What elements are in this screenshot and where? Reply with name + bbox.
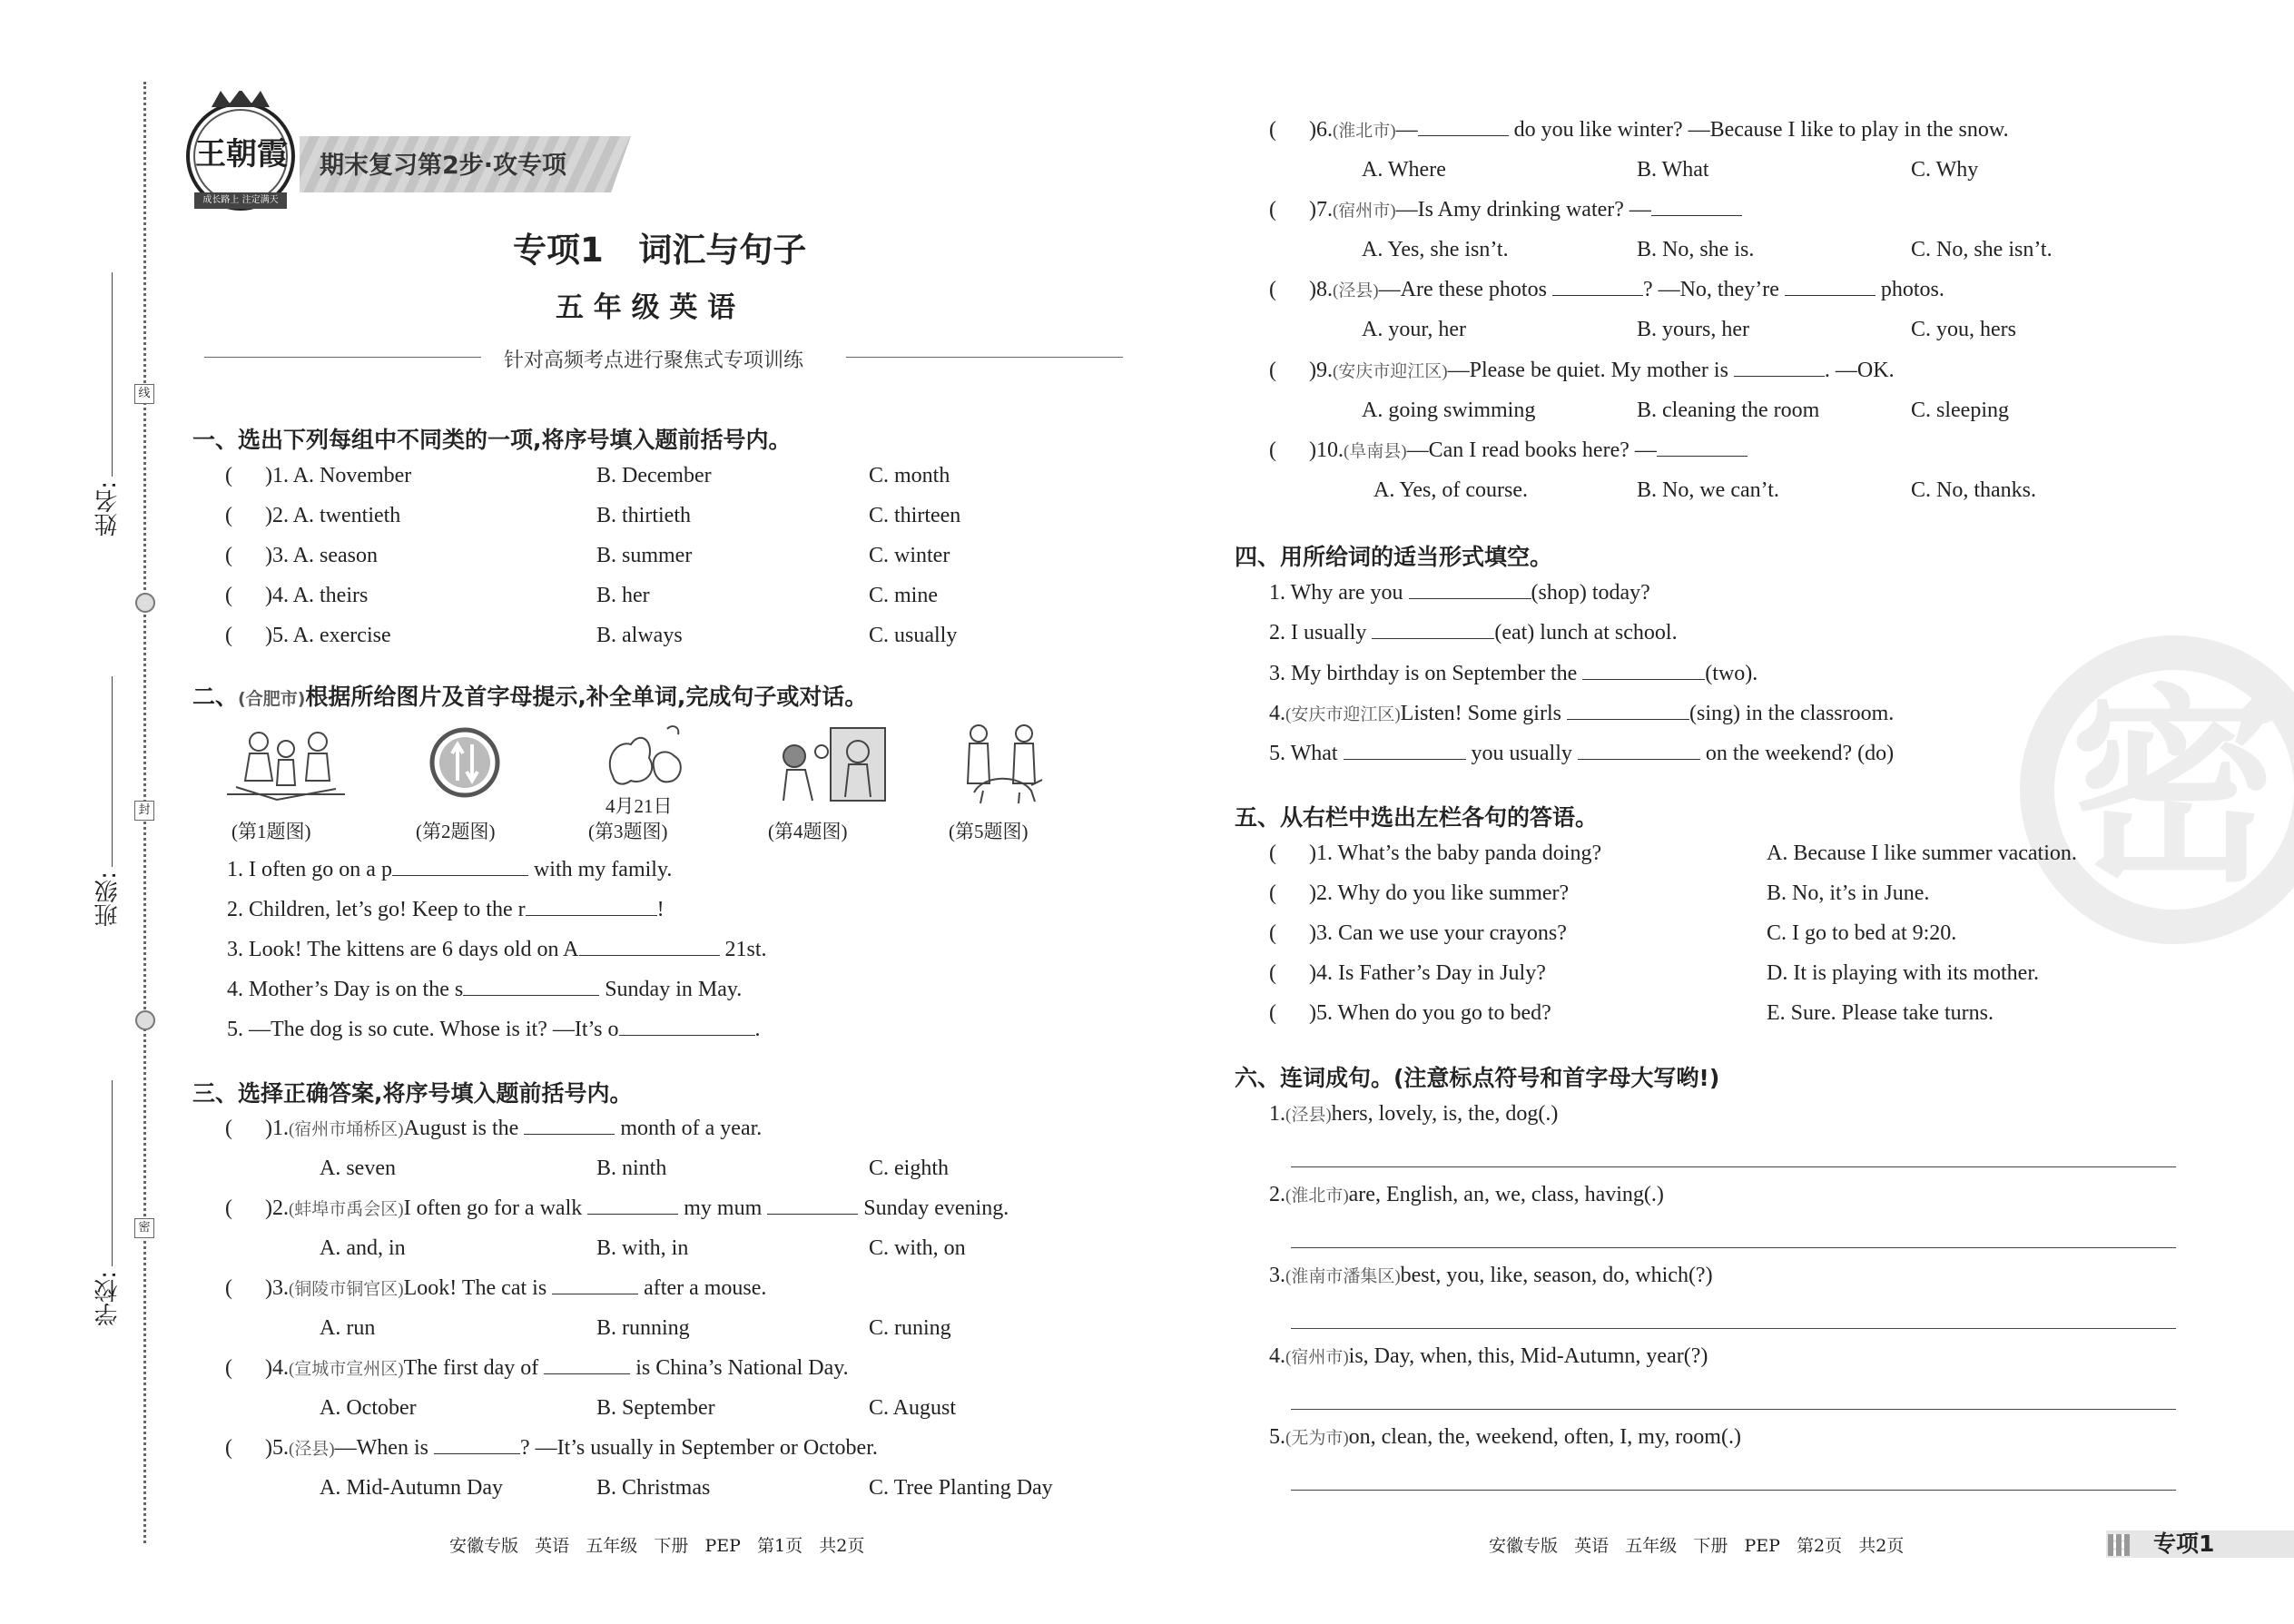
- s1-item-1-option-b: B. December: [596, 464, 712, 487]
- class-label: 班级:: [94, 871, 122, 927]
- keep-right-sign-icon: [428, 726, 501, 799]
- answer-blank[interactable]: [524, 1116, 615, 1135]
- grid-icon: [2108, 1534, 2130, 1556]
- s3-q3-option-a[interactable]: A. run: [320, 1316, 376, 1340]
- s3-question-1: ( )1.(宿州市埇桥区)August is the month of a year.: [225, 1117, 763, 1140]
- answer-blank[interactable]: [392, 857, 528, 876]
- s6-answer-line-1[interactable]: [1291, 1166, 2176, 1167]
- s3-q2-option-c[interactable]: C. with, on: [869, 1236, 966, 1260]
- brand-logo: [180, 91, 302, 213]
- s3-q1-option-b[interactable]: B. ninth: [596, 1156, 667, 1180]
- answer-blank[interactable]: [544, 1355, 630, 1374]
- answer-blank[interactable]: [434, 1435, 520, 1454]
- answer-blank[interactable]: [619, 1017, 755, 1036]
- s4-question-2: 2. I usually (eat) lunch at school.: [1269, 621, 1678, 645]
- s3-q8-option-c[interactable]: C. you, hers: [1911, 318, 2016, 341]
- s2-question-4: 4. Mother’s Day is on the s Sunday in May.: [227, 978, 743, 1001]
- s3-question-10: ( )10.(阜南县)—Can I read books here? —: [1269, 437, 1748, 466]
- s6-answer-line-3[interactable]: [1291, 1328, 2176, 1329]
- answer-blank[interactable]: [1372, 620, 1494, 639]
- section3-heading: 三、选择正确答案,将序号填入题前括号内。: [192, 1080, 633, 1107]
- s4-question-1: 1. Why are you (shop) today?: [1269, 581, 1650, 605]
- section4-heading: 四、用所给词的适当形式填空。: [1235, 544, 1553, 570]
- answer-blank[interactable]: [526, 897, 657, 916]
- section5-heading: 五、从右栏中选出左栏各句的答语。: [1235, 804, 1599, 831]
- class-field[interactable]: [112, 676, 113, 867]
- logo-ribbon: 成长路上 注定满天: [202, 195, 279, 205]
- answer-blank[interactable]: [1344, 741, 1466, 760]
- section2-heading-number: 二、: [192, 684, 239, 710]
- s3-q2-option-a[interactable]: A. and, in: [320, 1236, 406, 1260]
- page-title: 专项1 词汇与句子: [513, 231, 807, 270]
- answer-blank[interactable]: [1734, 358, 1825, 377]
- footer-tab-label: 专项1: [2153, 1530, 2215, 1557]
- s3-q10-option-c[interactable]: C. No, thanks.: [1911, 478, 2036, 502]
- answer-blank[interactable]: [767, 1196, 858, 1215]
- s3-q5-option-a[interactable]: A. Mid-Autumn Day: [320, 1476, 503, 1500]
- mothers-day-illustration: [767, 724, 894, 804]
- s3-q8-option-a[interactable]: A. your, her: [1362, 318, 1467, 341]
- s3-q7-option-c[interactable]: C. No, she isn’t.: [1911, 238, 2053, 261]
- school-label: 学校:: [94, 1271, 122, 1326]
- s3-question-2: ( )2.(蚌埠市禹会区)I often go for a walk my mum Sunday evening.: [225, 1196, 1009, 1220]
- s1-item-4-option-b: B. her: [596, 584, 650, 607]
- answer-blank[interactable]: [463, 977, 599, 996]
- s3-q3-option-b[interactable]: B. running: [596, 1316, 690, 1340]
- s1-item-2-option-b: B. thirtieth: [596, 504, 691, 527]
- figure3-caption: (第3题图): [588, 821, 668, 842]
- figure1-caption: (第1题图): [231, 821, 311, 842]
- s3-q7-option-a[interactable]: A. Yes, she isn’t.: [1362, 238, 1509, 261]
- s3-q9-option-c[interactable]: C. sleeping: [1911, 399, 2009, 422]
- s5-question-1[interactable]: ( )1. What’s the baby panda doing?: [1269, 842, 1602, 865]
- fold-mark-secret: 密: [134, 1218, 154, 1238]
- binding-hole-icon: [135, 593, 155, 613]
- s3-q5-option-c[interactable]: C. Tree Planting Day: [869, 1476, 1053, 1500]
- figure5-caption: (第5题图): [949, 821, 1029, 842]
- s1-item-2[interactable]: ( )2. A. twentieth: [225, 504, 401, 527]
- s6-item-3: 3.(淮南市潘集区)best, you, like, season, do, which(?): [1269, 1264, 1713, 1287]
- s3-q6-option-a[interactable]: A. Where: [1362, 158, 1446, 182]
- s3-q3-option-c[interactable]: C. runing: [869, 1316, 951, 1340]
- s1-item-3-option-c: C. winter: [869, 544, 950, 567]
- s5-answer-3: C. I go to bed at 9:20.: [1767, 921, 1957, 945]
- answer-blank[interactable]: [1785, 277, 1876, 296]
- s3-question-8: ( )8.(泾县)—Are these photos ? —No, they’re photos.: [1269, 278, 1944, 301]
- name-field[interactable]: [112, 272, 113, 477]
- tagline-rule-right: [846, 357, 1123, 358]
- s6-item-5: 5.(无为市)on, clean, the, weekend, often, I, my, room(.): [1269, 1425, 1741, 1449]
- s3-q5-option-b[interactable]: B. Christmas: [596, 1476, 711, 1500]
- s3-q9-option-a[interactable]: A. going swimming: [1362, 399, 1536, 422]
- s4-question-4: 4.(安庆市迎江区)Listen! Some girls (sing) in the classroom.: [1269, 702, 1895, 725]
- s3-q6-option-b[interactable]: B. What: [1637, 158, 1709, 182]
- s4-question-5: 5. What you usually on the weekend? (do): [1269, 742, 1895, 765]
- watermark-text: 密: [2070, 668, 2279, 910]
- s3-q4-option-c[interactable]: C. August: [869, 1396, 957, 1420]
- binding-hole-icon: [135, 1010, 155, 1030]
- s1-item-5[interactable]: ( )5. A. exercise: [225, 624, 391, 647]
- s3-q7-option-b[interactable]: B. No, she is.: [1637, 238, 1755, 261]
- s2-question-1: 1. I often go on a p with my family.: [227, 858, 673, 881]
- s2-question-3: 3. Look! The kittens are 6 days old on A 21st.: [227, 938, 767, 961]
- tagline: 针对高频考点进行聚焦式专项训练: [504, 349, 804, 372]
- kittens-illustration: [595, 722, 694, 794]
- s1-item-1[interactable]: ( )1. A. November: [225, 464, 412, 487]
- s5-question-3[interactable]: ( )3. Can we use your crayons?: [1269, 921, 1567, 945]
- school-field[interactable]: [112, 1080, 113, 1266]
- s3-q9-option-b[interactable]: B. cleaning the room: [1637, 399, 1820, 422]
- s5-answer-4: D. It is playing with its mother.: [1767, 961, 2039, 985]
- answer-blank[interactable]: [1567, 701, 1689, 720]
- footer-left: 安徽专版 英语 五年级 下册 PEP 第1页 共2页: [449, 1536, 865, 1556]
- s6-item-2: 2.(淮北市)are, English, an, we, class, having(.): [1269, 1183, 1664, 1206]
- s3-q10-option-b[interactable]: B. No, we can’t.: [1637, 478, 1779, 502]
- answer-blank[interactable]: [1552, 277, 1643, 296]
- picnic-illustration: [222, 722, 350, 803]
- fold-mark-line: 线: [134, 384, 154, 404]
- s1-item-2-option-c: C. thirteen: [869, 504, 961, 527]
- s1-item-5-option-c: C. usually: [869, 624, 958, 647]
- s3-q6-option-c[interactable]: C. Why: [1911, 158, 1979, 182]
- answer-blank[interactable]: [1651, 197, 1742, 216]
- fold-mark-seal: 封: [134, 801, 154, 821]
- figure3-date: 4月21日: [605, 795, 673, 817]
- s5-question-2[interactable]: ( )2. Why do you like summer?: [1269, 881, 1570, 905]
- answer-blank[interactable]: [1409, 580, 1531, 599]
- s4-question-3: 3. My birthday is on September the (two).: [1269, 662, 1758, 685]
- s2-question-5: 5. —The dog is so cute. Whose is it? —It’s o .: [227, 1018, 761, 1041]
- s3-question-5: ( )5.(泾县)—When is ? —It’s usually in September or October.: [225, 1436, 878, 1460]
- region-tag: (合肥市): [238, 689, 306, 709]
- banner-text: 期末复习第2步·攻专项: [320, 152, 567, 180]
- answer-blank[interactable]: [587, 1196, 678, 1215]
- s3-question-6: ( )6.(淮北市)— do you like winter? —Because I like to play in the snow.: [1269, 118, 2009, 142]
- s1-item-5-option-b: B. always: [596, 624, 683, 647]
- s1-item-3[interactable]: ( )3. A. season: [225, 544, 378, 567]
- s6-answer-line-5[interactable]: [1291, 1490, 2176, 1491]
- section2-heading: [192, 679, 867, 712]
- section2-heading-text: 根据所给图片及首字母提示,补全单词,完成句子或对话。: [305, 684, 868, 710]
- s1-item-1-option-c: C. month: [869, 464, 950, 487]
- s3-q8-option-b[interactable]: B. yours, her: [1637, 318, 1749, 341]
- s6-answer-line-2[interactable]: [1291, 1247, 2176, 1248]
- s1-item-3-option-b: B. summer: [596, 544, 693, 567]
- figure4-caption: (第4题图): [768, 821, 848, 842]
- page-subtitle: 五 年 级 英 语: [556, 291, 736, 324]
- s3-q4-option-a[interactable]: A. October: [320, 1396, 417, 1420]
- s3-q4-option-b[interactable]: B. September: [596, 1396, 715, 1420]
- s3-question-4: ( )4.(宣城市宣州区)The first day of is China’s National Day.: [225, 1356, 849, 1380]
- answer-blank[interactable]: [1578, 741, 1700, 760]
- s6-item-4: 4.(宿州市)is, Day, when, this, Mid-Autumn, year(?): [1269, 1344, 1708, 1368]
- section6-heading: 六、连词成句。(注意标点符号和首字母大写哟!): [1235, 1065, 1720, 1091]
- section1-heading: 一、选出下列每组中不同类的一项,将序号填入题前括号内。: [192, 427, 792, 453]
- s3-question-7: ( )7.(宿州市)—Is Amy drinking water? —: [1269, 196, 1742, 225]
- s5-question-4[interactable]: ( )4. Is Father’s Day in July?: [1269, 961, 1546, 985]
- figure2-caption: (第2题图): [416, 821, 496, 842]
- s3-q10-option-a[interactable]: A. Yes, of course.: [1373, 478, 1528, 502]
- answer-blank[interactable]: [1418, 117, 1509, 136]
- answer-blank[interactable]: [579, 937, 720, 956]
- s3-question-9: ( )9.(安庆市迎江区)—Please be quiet. My mother is . —OK.: [1269, 359, 1895, 382]
- s5-answer-5: E. Sure. Please take turns.: [1767, 1001, 1994, 1025]
- s3-q1-option-c[interactable]: C. eighth: [869, 1156, 949, 1180]
- s5-answer-2: B. No, it’s in June.: [1767, 881, 1930, 905]
- logo-text: 王朝霞: [195, 136, 288, 172]
- footer-right: 安徽专版 英语 五年级 下册 PEP 第2页 共2页: [1489, 1536, 1905, 1556]
- answer-blank[interactable]: [1582, 661, 1705, 680]
- answer-blank[interactable]: [552, 1275, 638, 1294]
- s6-item-1: 1.(泾县)hers, lovely, is, the, dog(.): [1269, 1102, 1559, 1126]
- s2-question-2: 2. Children, let’s go! Keep to the r !: [227, 898, 665, 921]
- dog-family-illustration: [951, 720, 1051, 806]
- s1-item-4-option-c: C. mine: [869, 584, 938, 607]
- answer-blank[interactable]: [1657, 438, 1748, 457]
- tagline-rule-left: [204, 357, 481, 358]
- s3-q2-option-b[interactable]: B. with, in: [596, 1236, 689, 1260]
- s1-item-4[interactable]: ( )4. A. theirs: [225, 584, 369, 607]
- s3-question-3: ( )3.(铜陵市铜官区)Look! The cat is after a mouse.: [225, 1276, 767, 1300]
- name-label: 姓名:: [94, 481, 122, 536]
- s5-question-5[interactable]: ( )5. When do you go to bed?: [1269, 1001, 1551, 1025]
- s5-answer-1: A. Because I like summer vacation.: [1767, 842, 2077, 865]
- s3-q1-option-a[interactable]: A. seven: [320, 1156, 396, 1180]
- s6-answer-line-4[interactable]: [1291, 1409, 2176, 1410]
